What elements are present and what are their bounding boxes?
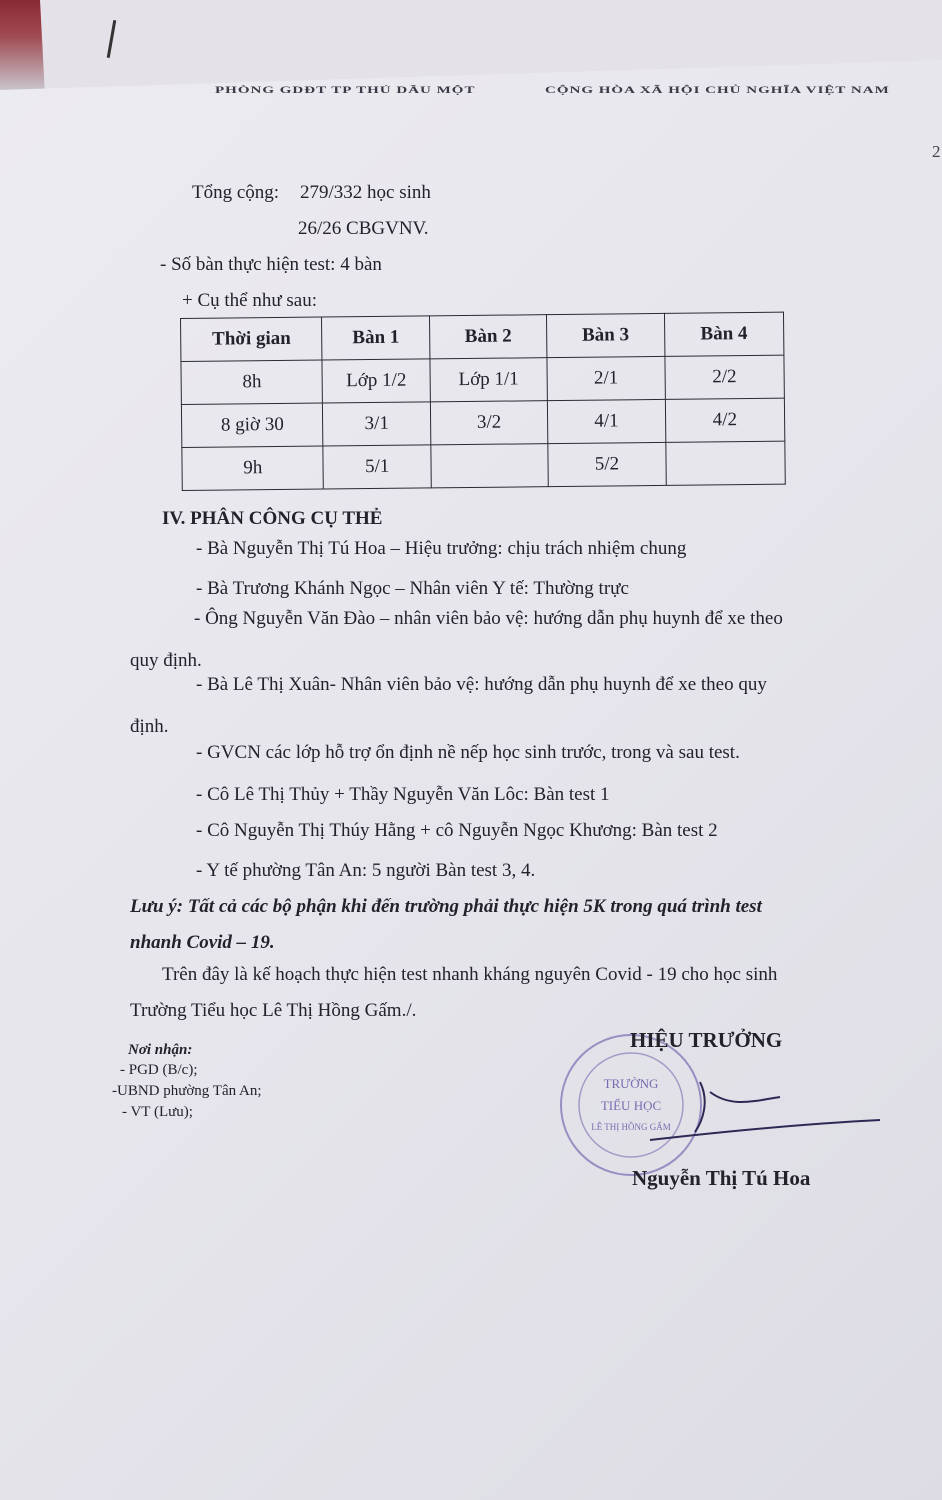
- handwritten-signature: [640, 1062, 890, 1152]
- header-left: PHÒNG GDĐT TP THỦ DẦU MỘT: [215, 86, 476, 96]
- table-cell: 3/2: [430, 401, 548, 445]
- table-cell: Lớp 1/1: [430, 358, 548, 402]
- tables-count-line: - Số bàn thực hiện test: 4 bàn: [160, 254, 382, 275]
- table-row: [181, 398, 784, 447]
- summary-staff: 26/26 CBGVNV.: [298, 218, 429, 239]
- recipient-item: -UBND phường Tân An;: [112, 1083, 262, 1099]
- signatory-title: HIỆU TRƯỞNG: [630, 1028, 783, 1052]
- closing-line: Trên đây là kế hoạch thực hiện test nhanh kháng nguyên Covid - 19 cho học sinh: [162, 964, 778, 985]
- table-cell: 5/1: [323, 445, 431, 489]
- assignment-item: - Y tế phường Tân An: 5 người Bàn test 3, 4.: [196, 860, 536, 881]
- table-header-cell: Bàn 3: [547, 313, 665, 357]
- assignment-item: - Bà Lê Thị Xuân- Nhân viên bảo vệ: hướng dẫn phụ huynh để xe theo quy: [196, 674, 767, 695]
- table-cell: 9h: [182, 446, 324, 490]
- table-header-cell: Bàn 4: [664, 312, 784, 356]
- table-cell: 2/2: [664, 355, 784, 399]
- table-row: [182, 441, 785, 490]
- table-cell: Lớp 1/2: [322, 359, 430, 403]
- table-cell: 4/2: [665, 398, 785, 442]
- schedule-table: [180, 312, 786, 491]
- table-cell: 8 giờ 30: [181, 403, 323, 447]
- table-cell: [431, 444, 549, 488]
- document-page: [0, 60, 942, 1500]
- closing-line: Trường Tiểu học Lê Thị Hồng Gấm./.: [130, 1000, 417, 1021]
- details-line: + Cụ thể như sau:: [182, 290, 318, 311]
- header-right: CỘNG HÒA XÃ HỘI CHỦ NGHĨA VIỆT NAM: [545, 86, 890, 96]
- recipient-item: - VT (Lưu);: [122, 1104, 193, 1120]
- page-number: 2: [932, 142, 941, 161]
- table-cell: 4/1: [548, 399, 666, 443]
- assignment-item: định.: [130, 716, 169, 737]
- table-cell: 8h: [181, 360, 323, 404]
- table-header-cell: Thời gian: [181, 317, 323, 361]
- assignment-item: - Bà Nguyễn Thị Tú Hoa – Hiệu trưởng: chịu trách nhiệm chung: [196, 538, 687, 559]
- seal-text: TIỂU HỌC: [600, 1098, 662, 1113]
- recipients-title: Nơi nhận:: [128, 1042, 193, 1058]
- section-heading: IV. PHÂN CÔNG CỤ THẺ: [162, 508, 383, 529]
- table-header-row: [181, 312, 784, 361]
- assignment-item: quy định.: [130, 650, 202, 671]
- assignment-item: - GVCN các lớp hỗ trợ ổn định nề nếp học sinh trước, trong và sau test.: [196, 742, 740, 763]
- note-line: Lưu ý: Tất cả các bộ phận khi đến trường phải thực hiện 5K trong quá trình test: [130, 896, 762, 917]
- seal-text: LÊ THỊ HỒNG GẤM: [591, 1122, 671, 1132]
- seal-text: TRƯỜNG: [603, 1076, 659, 1091]
- table-header-cell: Bàn 1: [322, 316, 430, 360]
- assignment-item: - Bà Trương Khánh Ngọc – Nhân viên Y tế: Thường trực: [196, 578, 629, 599]
- assignment-item: - Ông Nguyễn Văn Đào – nhân viên bảo vệ: hướng dẫn phụ huynh để xe theo: [194, 608, 783, 629]
- table-cell: 2/1: [547, 356, 665, 400]
- table-cell: [665, 441, 785, 485]
- note-line: nhanh Covid – 19.: [130, 932, 275, 953]
- signatory-name: Nguyễn Thị Tú Hoa: [632, 1166, 811, 1190]
- summary-students: 279/332 học sinh: [300, 182, 431, 203]
- summary-total-label: Tổng cộng:: [192, 182, 280, 203]
- recipient-item: - PGD (B/c);: [120, 1062, 198, 1078]
- assignment-item: - Cô Nguyễn Thị Thúy Hằng + cô Nguyễn Ngọc Khương: Bàn test 2: [196, 820, 718, 841]
- table-cell: 5/2: [548, 442, 666, 486]
- table-cell: 3/1: [323, 402, 431, 446]
- table-header-cell: Bàn 2: [429, 315, 547, 359]
- table-row: [181, 355, 784, 404]
- assignment-item: - Cô Lê Thị Thủy + Thầy Nguyễn Văn Lôc: Bàn test 1: [196, 784, 610, 805]
